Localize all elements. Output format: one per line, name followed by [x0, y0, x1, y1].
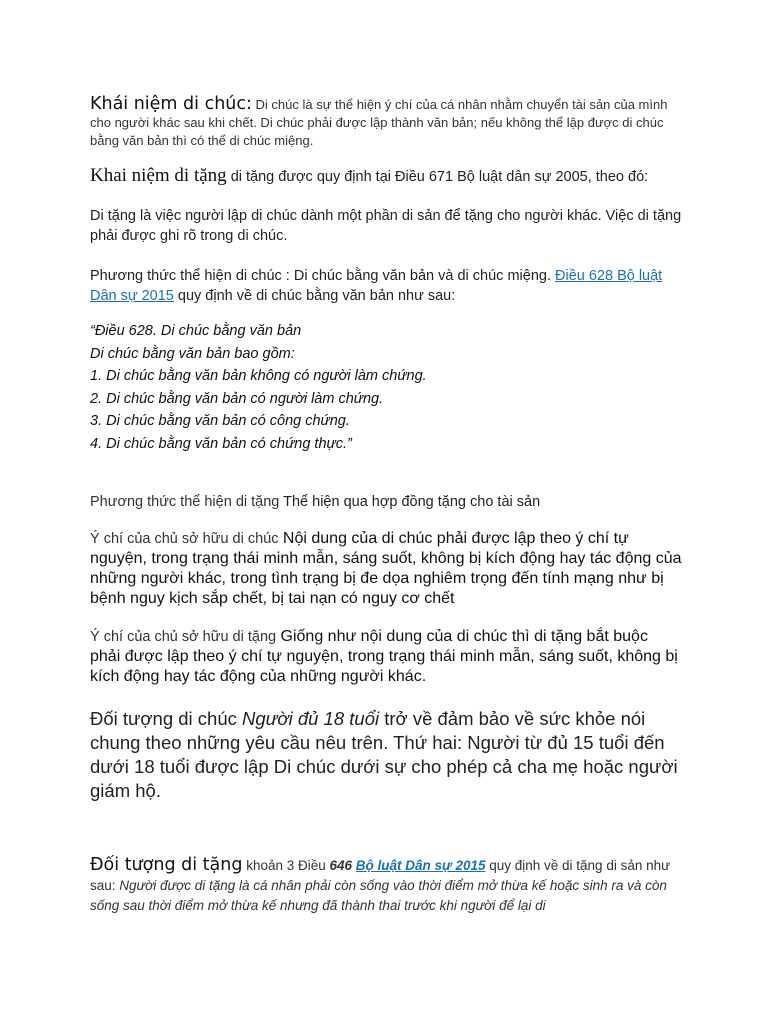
quote-dieu-628 — [90, 320, 427, 456]
section-y-chi-di-tang — [90, 627, 682, 687]
section-doi-tuong-di-tang — [90, 855, 682, 916]
text-dinh-nghia-di-tang: Di tặng là việc người lập di chúc dành một phần di sản để tặng cho người khác. Việc di tặng phải được ghi rõ trong di chúc. — [90, 208, 682, 244]
text-doi-tuong-di-chuc: trở về đảm bảo về sức khỏe nói chung theo những yêu cầu nêu trên. Thứ hai: Người từ đủ 15 tuổi đến dưới 18 tuổi được lập Di chúc dưới sự cho phép cả cha mẹ hoặc người giám hộ. — [90, 708, 678, 801]
heading-khai-niem-di-tang: Khai niệm di tặng — [90, 165, 227, 186]
text-nguoi-du-18-tuoi: Người đủ 18 tuổi — [236, 708, 380, 729]
text-khai-niem-di-tang: di tặng được quy định tại Điều 671 Bộ luật dân sự 2005, theo đó: — [226, 169, 649, 185]
quote-line: 2. Di chúc bằng văn bản có người làm chứng. — [90, 390, 384, 407]
label-y-chi-di-chuc: Ý chí của chủ sở hữu di chúc — [90, 531, 279, 547]
section-khai-niem-di-tang — [90, 166, 648, 187]
label-phuong-thuc-di-tang: Phương thức thể hiện di tặng — [90, 494, 280, 510]
section-phuong-thuc-di-tang — [90, 492, 540, 512]
quote-line: 3. Di chúc bằng văn bản có công chứng. — [90, 413, 350, 430]
section-dinh-nghia-di-tang — [90, 206, 682, 246]
text-khai-niem-di-chuc: Di chúc là sự thể hiện ý chí của cá nhân nhằm chuyển tài sản của mình cho người khác sau khi chết. Di chúc phải được lập thành văn bản; nếu không thể lập được di chúc bằng văn bản thì có thể di chúc miệng. — [90, 97, 668, 148]
text-quy-dinh: quy định về di tặng di sản như sau: — [90, 858, 671, 893]
quote-line: Di chúc bằng văn bản bao gồm: — [90, 345, 295, 362]
section-doi-tuong-di-chuc — [90, 707, 682, 803]
text-article-646: 646 — [329, 858, 353, 873]
quote-line: 4. Di chúc bằng văn bản có chứng thực.” — [90, 435, 352, 452]
quote-line: “Điều 628. Di chúc bằng văn bản — [90, 323, 302, 339]
section-y-chi-di-chuc — [90, 529, 682, 609]
section-phuong-thuc-di-chuc — [90, 266, 682, 306]
text-phuong-thuc-di-tang: Thể hiện qua hợp đồng tặng cho tài sản — [279, 494, 541, 510]
text-nguoi-duoc-di-tang: Người được di tặng là cá nhân phải còn sống vào thời điểm mở thừa kế hoặc sinh ra và còn sống sau thời điểm mở thừa kế nhưng đã thành thai trước khi người để lại di — [90, 878, 667, 913]
text-y-chi-di-tang: Giống như nội dung của di chúc thì di tặng bắt buộc phải được lập theo ý chí tự nguyện, trong trạng thái minh mẫn, sáng suốt, không bị kích động hay tác động của những người khác. — [90, 628, 678, 685]
link-dieu-628[interactable]: Điều 628 Bộ luật Dân sự 2015 — [90, 268, 663, 304]
text-phuong-thuc-di-chuc: Phương thức thể hiện di chúc : Di chúc bằng văn bản và di chúc miệng. — [90, 268, 555, 284]
quote-line: 1. Di chúc bằng văn bản không có người làm chứng. — [90, 368, 427, 385]
heading-khai-niem-di-chuc: Khái niệm di chúc: — [90, 94, 252, 114]
link-bo-luat-dan-su-2015[interactable]: Bộ luật Dân sự 2015 — [355, 858, 486, 873]
text-y-chi-di-chuc: Nội dung của di chúc phải được lập theo ý chí tự nguyện, trong trạng thái minh mẫn, sáng suốt, không bị kích động hay tác động của những người khác, trong tình trạng bị đe dọa nghiêm trọng đến tính mạng như bị bệnh nguy kịch sắp chết, bị tai nạn có nguy cơ chết — [90, 530, 682, 607]
section-khai-niem-di-chuc — [90, 95, 682, 150]
text-khoan-3-dieu: khoản 3 Điều — [242, 858, 330, 873]
heading-doi-tuong-di-tang: Đối tượng di tặng — [90, 855, 243, 875]
label-y-chi-di-tang: Ý chí của chủ sở hữu di tặng — [90, 629, 277, 645]
heading-doi-tuong-di-chuc: Đối tượng di chúc — [90, 708, 237, 729]
text-phuong-thuc-di-chuc-2: quy định về di chúc bằng văn bản như sau: — [173, 288, 456, 304]
